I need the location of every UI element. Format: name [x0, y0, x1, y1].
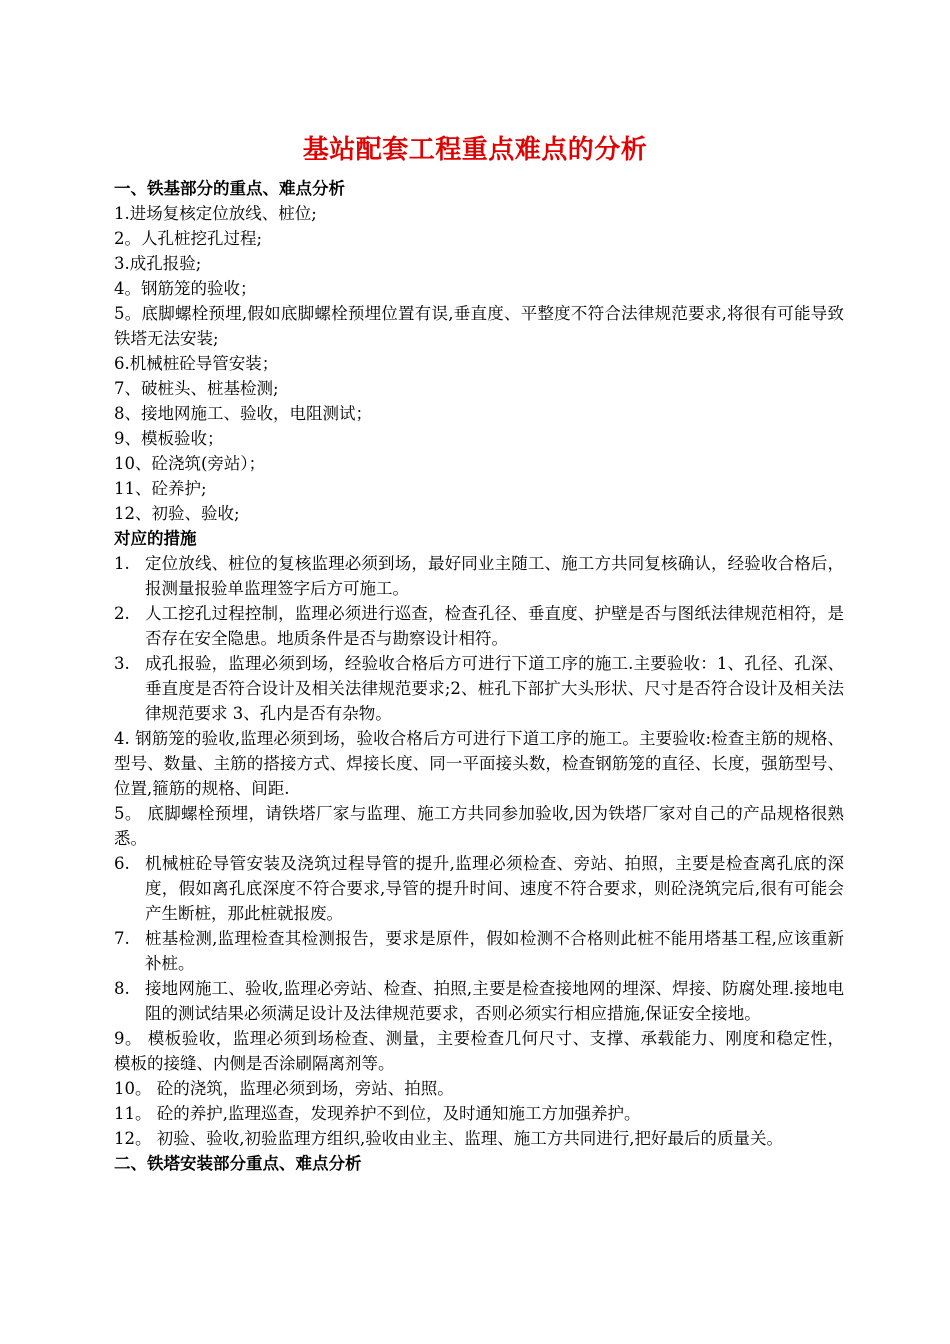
measure-text: 桩基检测,监理检查其检测报告，要求是原件，假如检测不合格则此桩不能用塔基工程,应该重新补桩。 [145, 929, 844, 973]
section1-item: 5。底脚螺栓预埋,假如底脚螺栓预埋位置有误,垂直度、平整度不符合法律规范要求,将很有可能导致铁塔无法安装; [114, 304, 844, 348]
measure-text: 人工挖孔过程控制，监理必须进行巡查，检查孔径、垂直度、护壁是否与图纸法律规范相符，是否存在安全隐患。地质条件是否与勘察设计相符。 [145, 604, 844, 648]
section1-item: 2。人孔桩挖孔过程; [114, 229, 263, 248]
measure-number: 2. [114, 604, 130, 623]
document-body [114, 176, 844, 1176]
document-title: 基站配套工程重点难点的分析 [302, 135, 648, 165]
section1-item: 10、砼浇筑(旁站）； [114, 454, 266, 473]
measure-text: 接地网施工、验收,监理必旁站、检查、拍照,主要是检查接地网的埋深、焊接、防腐处理.接地电阻的测试结果必须满足设计及法律规范要求，否则必须实行相应措施,保证安全接地。 [145, 979, 844, 1023]
measures-heading: 对应的措施 [114, 529, 197, 548]
section1-item: 9、模板验收； [114, 429, 224, 448]
section1-item: 4。钢筋笼的验收； [114, 279, 257, 298]
section1-item: 8、接地网施工、验收，电阻测试； [114, 404, 372, 423]
measure-number: 3. [114, 654, 130, 673]
section2-heading: 二、铁塔安装部分重点、难点分析 [114, 1154, 362, 1173]
measure-text: 机械桩砼导管安装及浇筑过程导管的提升,监理必须检查、旁站、拍照，主要是检查离孔底的深度，假如离孔底深度不符合要求,导管的提升时间、速度不符合要求，则砼浇筑完后,很有可能会产生断桩，那此桩就报废。 [145, 854, 844, 923]
measure-item: 4. 钢筋笼的验收,监理必须到场，验收合格后方可进行下道工序的施工。主要验收:检查主筋的规格、型号、数量、主筋的搭接方式、焊接长度、同一平面接头数，检查钢筋笼的直径、长度，强筋型号、位置,箍筋的规格、间距. [114, 729, 844, 798]
section1-item: 12、初验、验收; [114, 504, 240, 523]
measure-number: 8. [114, 979, 130, 998]
section1-item: 7、破桩头、桩基检测; [114, 379, 279, 398]
measure-item: 10。 砼的浇筑，监理必须到场，旁站、拍照。 [114, 1079, 454, 1098]
measure-text: 定位放线、桩位的复核监理必须到场，最好同业主随工、施工方共同复核确认，经验收合格后，报测量报验单监理签字后方可施工。 [145, 554, 844, 598]
section1-heading: 一、铁基部分的重点、难点分析 [114, 179, 345, 198]
measure-item: 11。 砼的养护,监理巡查，发现养护不到位，及时通知施工方加强养护。 [114, 1104, 641, 1123]
measure-item: 9。 模板验收，监理必须到场检查、测量，主要检查几何尺寸、支撑、承载能力、刚度和稳定性， 模板的接缝、内侧是否涂刷隔离剂等。 [114, 1029, 844, 1073]
measure-item: 5。 底脚螺栓预埋，请铁塔厂家与监理、施工方共同参加验收,因为铁塔厂家对自己的产品规格很熟悉。 [114, 804, 844, 848]
measure-item [114, 551, 844, 601]
measure-item [114, 976, 844, 1026]
measure-text: 成孔报验，监理必须到场，经验收合格后方可进行下道工序的施工.主要验收：1、孔径、孔深、垂直度是否符合设计及相关法律规范要求;2、桩孔下部扩大头形状、尺寸是否符合设计及相关法律规范要求 3、孔内是否有杂物。 [145, 654, 844, 723]
section1-item: 3.成孔报验; [114, 254, 202, 273]
measure-number: 6. [114, 854, 130, 873]
section1-item: 6.机械桩砼导管安装； [114, 354, 279, 373]
measure-item [114, 851, 844, 926]
measure-item [114, 601, 844, 651]
measure-item: 12。 初验、验收,初验监理方组织,验收由业主、监理、施工方共同进行,把好最后的质量关。 [114, 1129, 783, 1148]
measure-number: 7. [114, 929, 130, 948]
measure-item [114, 926, 844, 976]
measure-number: 1. [114, 554, 130, 573]
section1-item: 1.进场复核定位放线、桩位; [114, 204, 317, 223]
section1-item: 11、砼养护; [114, 479, 207, 498]
measure-item [114, 651, 844, 726]
